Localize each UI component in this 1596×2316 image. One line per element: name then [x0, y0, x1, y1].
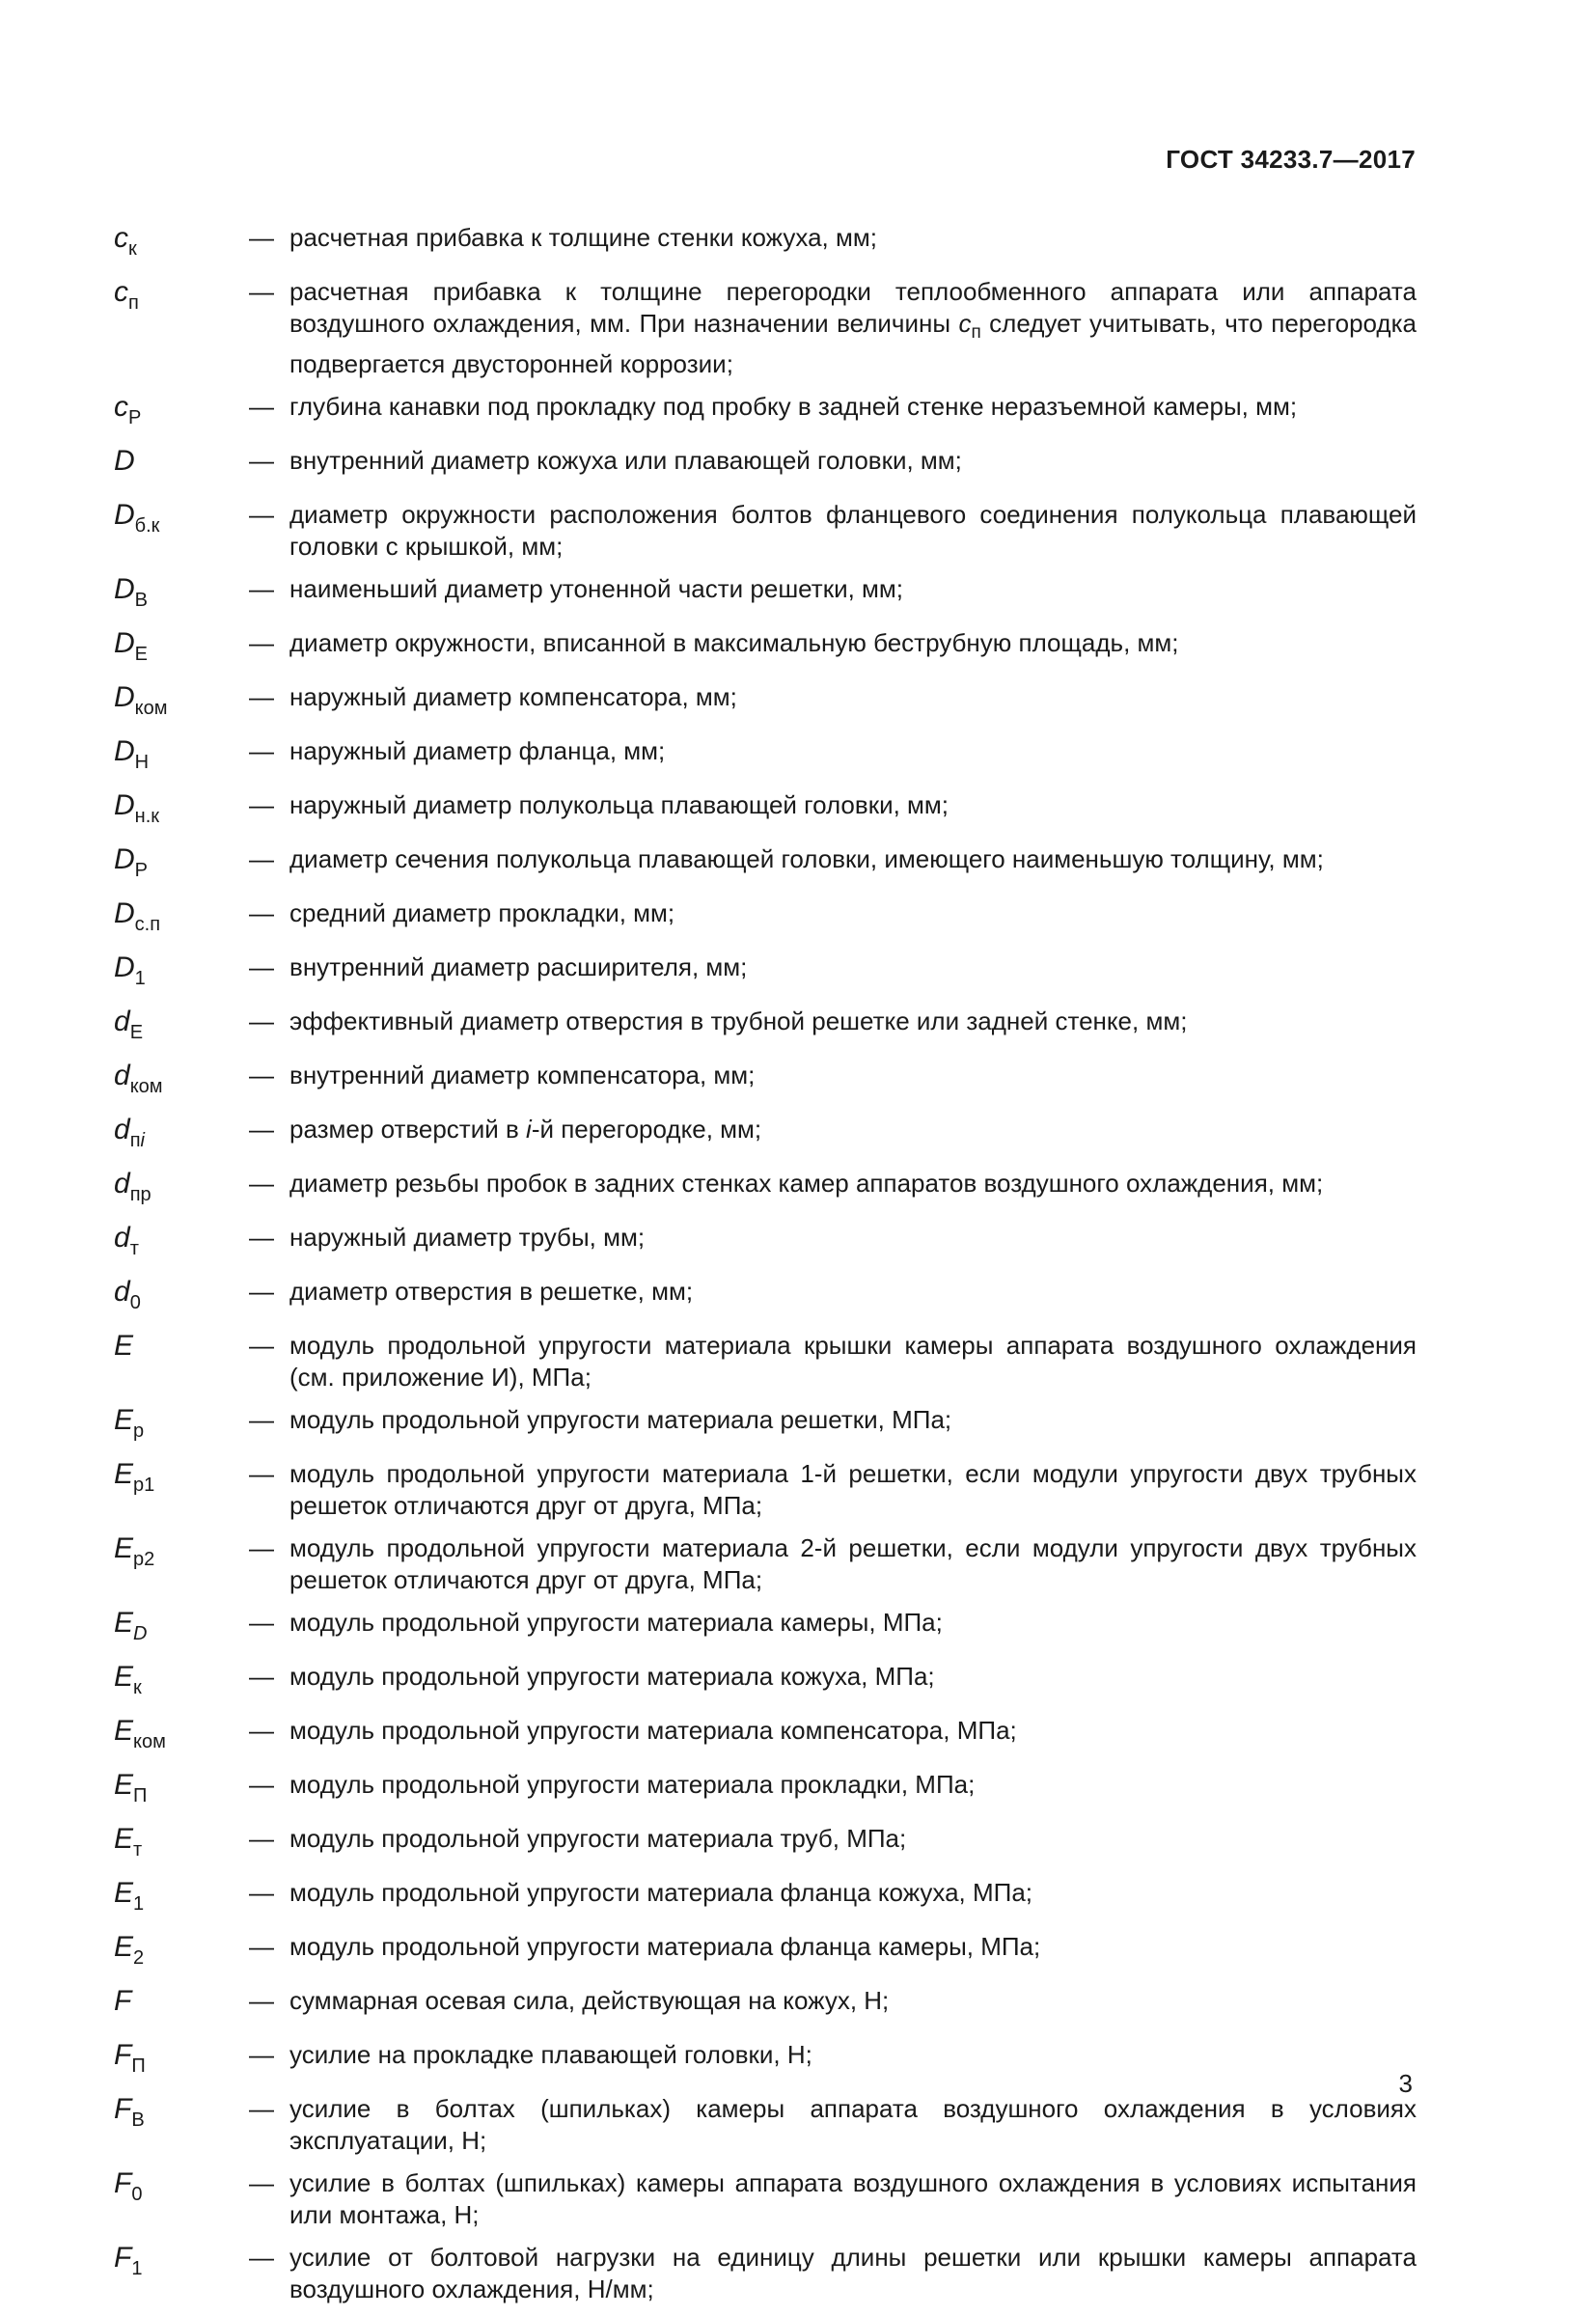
dash: —: [249, 1223, 274, 1252]
symbol: [114, 1931, 249, 1974]
symbol-description: суммарная осевая сила, действующая на кожух, Н;: [289, 1986, 890, 2015]
symbol-base: E: [114, 1661, 134, 1693]
symbol-base: D: [114, 445, 135, 477]
symbol-description: средний диаметр прокладки, мм;: [289, 898, 675, 927]
symbol-subscript: н.к: [134, 806, 160, 827]
symbol-description: расчетная прибавка к толщине стенки кожуха, мм;: [289, 223, 877, 252]
symbol-description: модуль продольной упругости материала фланца камеры, МПа;: [289, 1932, 1041, 1961]
symbol-subscript: пр: [129, 1184, 151, 1205]
dash: —: [249, 2243, 274, 2272]
symbol-subscript: П: [133, 1785, 148, 1806]
dash: —: [249, 628, 274, 657]
symbol-base: c: [114, 276, 128, 308]
symbol: [114, 843, 249, 887]
symbol: [114, 2167, 249, 2231]
symbol-row: [114, 1607, 1417, 1650]
symbol-base: E: [114, 1715, 134, 1747]
symbol-base: d: [114, 1114, 130, 1145]
symbol-row: [114, 1715, 1417, 1758]
symbol-description: наружный диаметр компенсатора, мм;: [289, 682, 737, 711]
symbol-row: [114, 897, 1417, 941]
symbol-base: d: [114, 1006, 130, 1037]
symbol-base: E: [114, 1877, 134, 1909]
dash: —: [249, 1169, 274, 1198]
symbol-base: D: [114, 499, 135, 531]
symbol: [114, 2039, 249, 2082]
symbol-description: модуль продольной упругости материала решетки, МПа;: [289, 1405, 952, 1434]
inline-symbol: c: [958, 309, 972, 338]
symbol-base: c: [114, 222, 128, 254]
symbol-subscript: к: [128, 238, 137, 260]
dash: —: [249, 952, 274, 981]
symbol: [114, 681, 249, 725]
symbol: [114, 222, 249, 265]
dash: —: [249, 1824, 274, 1853]
symbol-subscript: п: [128, 292, 139, 314]
inline-symbol: i: [526, 1115, 532, 1144]
dash: —: [249, 1277, 274, 1306]
symbol: [114, 1114, 249, 1157]
symbol-description: наружный диаметр трубы, мм;: [289, 1223, 646, 1252]
symbol-base: E: [114, 1823, 134, 1855]
dash: —: [249, 1662, 274, 1691]
symbol-subscript: р1: [133, 1475, 155, 1496]
symbol-row: [114, 1060, 1417, 1103]
symbol: [114, 1330, 249, 1393]
symbol-base: E: [114, 1458, 134, 1490]
symbol-base: D: [114, 627, 135, 659]
symbol-row: [114, 1276, 1417, 1319]
symbol-description: модуль продольной упругости материала прокладки, МПа;: [289, 1770, 976, 1799]
symbol-subscript: П: [131, 2055, 146, 2077]
symbol: [114, 1823, 249, 1866]
symbol-description: модуль продольной упругости материала фланца кожуха, МПа;: [289, 1878, 1033, 1907]
dash: —: [249, 446, 274, 475]
symbol-row: [114, 1661, 1417, 1704]
symbol: [114, 573, 249, 617]
symbol: [114, 276, 249, 380]
symbol: [114, 391, 249, 434]
dash: —: [249, 574, 274, 603]
dash: —: [249, 1716, 274, 1745]
dash: —: [249, 1331, 274, 1360]
symbol-base: D: [114, 897, 135, 929]
symbol-description: модуль продольной упругости материала камеры, МПа;: [289, 1608, 943, 1637]
symbol-row: [114, 1823, 1417, 1866]
symbol: [114, 1006, 249, 1049]
symbol: [114, 1769, 249, 1812]
symbol-subscript: 1: [134, 968, 146, 989]
symbol-row: [114, 573, 1417, 617]
symbol-description: модуль продольной упругости материала кожуха, МПа;: [289, 1662, 935, 1691]
symbol-base: D: [114, 789, 135, 821]
symbol-base: d: [114, 1222, 130, 1254]
symbol-subscript: Р: [134, 860, 149, 881]
symbol-row: [114, 222, 1417, 265]
dash: —: [249, 1115, 274, 1144]
symbol-row: [114, 627, 1417, 671]
symbol-description: диаметр отверстия в решетке, мм;: [289, 1277, 694, 1306]
symbol-subscript: ком: [134, 698, 168, 719]
symbol-row: [114, 1532, 1417, 1596]
symbol-row: [114, 1769, 1417, 1812]
symbol-subscript: ком: [133, 1731, 166, 1752]
symbol-subscript: р: [133, 1420, 145, 1442]
symbol-base: F: [114, 2167, 132, 2199]
dash: —: [249, 1878, 274, 1907]
symbol-row: [114, 1985, 1417, 2028]
symbol: [114, 1715, 249, 1758]
symbol-description: диаметр сечения полукольца плавающей головки, имеющего наименьшую толщину, мм;: [289, 844, 1324, 873]
dash: —: [249, 1405, 274, 1434]
symbol-subscript: 0: [131, 2184, 143, 2205]
symbol-subscript: Р: [128, 407, 142, 428]
symbol-base: E: [114, 1532, 134, 1564]
symbol-description: модуль продольной упругости материала 1-й решетки, если модули упругости двух трубных решеток отличаются друг от друга, МПа;: [289, 1459, 1417, 1520]
symbol-row: [114, 1168, 1417, 1211]
symbol-description: эффективный диаметр отверстия в трубной решетке или задней стенке, мм;: [289, 1006, 1188, 1035]
symbol-description: модуль продольной упругости материала 2-й решетки, если модули упругости двух трубных решеток отличаются друг от друга, МПа;: [289, 1533, 1417, 1594]
dash: —: [249, 277, 274, 306]
dash: —: [249, 1533, 274, 1562]
inline-subscript: п: [971, 322, 981, 343]
dash: —: [249, 1986, 274, 2015]
symbol-subscript: 0: [129, 1292, 141, 1313]
symbol-base: c: [114, 391, 128, 423]
symbol-base: F: [114, 2039, 132, 2071]
symbol-description: размер отверстий в i-й перегородке, мм;: [289, 1115, 762, 1144]
symbol: [114, 1060, 249, 1103]
symbol-subscript: В: [134, 590, 149, 611]
symbol: [114, 951, 249, 995]
symbol: [114, 735, 249, 779]
symbol: [114, 789, 249, 833]
symbol-description: диаметр окружности расположения болтов фланцевого соединения полукольца плавающей головки с крышкой, мм;: [289, 500, 1417, 561]
symbol-subscript: 1: [131, 2258, 143, 2279]
symbol-base: D: [114, 843, 135, 875]
symbol-row: [114, 2093, 1417, 2157]
symbol-subscript: Е: [129, 1022, 144, 1043]
symbol-row: [114, 276, 1417, 380]
symbol-row: [114, 445, 1417, 488]
dash: —: [249, 736, 274, 765]
symbol-subscript: В: [131, 2109, 145, 2131]
symbol-base: E: [114, 1404, 134, 1436]
dash: —: [249, 1006, 274, 1035]
symbol-row: [114, 2167, 1417, 2231]
symbol-description: наружный диаметр полукольца плавающей головки, мм;: [289, 790, 949, 819]
document-header: ГОСТ 34233.7—2017: [1166, 145, 1416, 174]
symbol-base: D: [114, 951, 135, 983]
symbol-base: d: [114, 1168, 130, 1199]
symbol-row: [114, 951, 1417, 995]
symbol-subscript: D: [133, 1623, 148, 1644]
symbol-row: [114, 391, 1417, 434]
symbol: [114, 1877, 249, 1920]
symbol: [114, 1985, 249, 2028]
symbol-description: усилие на прокладке плавающей головки, Н;: [289, 2040, 812, 2069]
dash: —: [249, 1770, 274, 1799]
symbol-description: расчетная прибавка к толщине перегородки теплообменного аппарата или аппарата воздушного охлаждения, мм. При назначении величины $c_п$ следует учитывать, что перегородка подвергается двусторонней коррозии;: [289, 277, 1417, 378]
symbol-subscript: с.п: [134, 914, 161, 935]
symbol: [114, 1222, 249, 1265]
symbol: [114, 1404, 249, 1448]
symbol: [114, 1458, 249, 1522]
symbol-base: F: [114, 2242, 132, 2274]
symbol-base: d: [114, 1060, 130, 1091]
dash: —: [249, 392, 274, 421]
symbol-description: наружный диаметр фланца, мм;: [289, 736, 666, 765]
symbol: [114, 445, 249, 488]
symbol-description: диаметр окружности, вписанной в максимальную беструбную площадь, мм;: [289, 628, 1179, 657]
symbol-subscript: пi: [129, 1130, 145, 1151]
dash: —: [249, 1061, 274, 1089]
dash: —: [249, 2168, 274, 2197]
symbol-base: E: [114, 1931, 134, 1963]
symbol-base: F: [114, 2093, 132, 2125]
symbol-base: E: [114, 1330, 134, 1362]
symbol-description: глубина канавки под прокладку под пробку в задней стенке неразъемной камеры, мм;: [289, 392, 1298, 421]
symbol-description: модуль продольной упругости материала крышки камеры аппарата воздушного охлаждения (см. приложение И), МПа;: [289, 1331, 1417, 1392]
symbol-description: внутренний диаметр кожуха или плавающей головки, мм;: [289, 446, 962, 475]
symbol-subscript: к: [133, 1677, 142, 1698]
dash: —: [249, 898, 274, 927]
symbol: [114, 1532, 249, 1596]
symbol-base: d: [114, 1276, 130, 1308]
symbol: [114, 1661, 249, 1704]
symbol-description: наименьший диаметр утоненной части решетки, мм;: [289, 574, 904, 603]
symbol-subscript: Е: [134, 644, 149, 665]
symbol-row: [114, 1222, 1417, 1265]
symbol-list: [114, 222, 1417, 2316]
symbol-subscript: р2: [133, 1549, 155, 1570]
symbol: [114, 627, 249, 671]
symbol-description: диаметр резьбы пробок в задних стенках камер аппаратов воздушного охлаждения, мм;: [289, 1169, 1324, 1198]
symbol-subscript: 1: [133, 1893, 145, 1915]
dash: —: [249, 223, 274, 252]
symbol: [114, 2093, 249, 2157]
symbol-base: E: [114, 1769, 134, 1801]
symbol-base: E: [114, 1607, 134, 1639]
symbol-subscript: б.к: [134, 515, 160, 537]
dash: —: [249, 1932, 274, 1961]
symbol-row: [114, 843, 1417, 887]
symbol-subscript: Н: [134, 752, 150, 773]
symbol-row: [114, 1006, 1417, 1049]
symbol: [114, 499, 249, 563]
symbol-subscript: ком: [129, 1076, 163, 1097]
dash: —: [249, 1608, 274, 1637]
symbol-base: D: [114, 735, 135, 767]
symbol-base: D: [114, 573, 135, 605]
dash: —: [249, 1459, 274, 1488]
symbol-row: [114, 2242, 1417, 2305]
symbol-row: [114, 2039, 1417, 2082]
symbol: [114, 897, 249, 941]
dash: —: [249, 682, 274, 711]
symbol-description: усилие от болтовой нагрузки на единицу длины решетки или крышки камеры аппарата воздушного охлаждения, Н/мм;: [289, 2243, 1417, 2303]
symbol: [114, 1607, 249, 1650]
symbol-description: внутренний диаметр компенсатора, мм;: [289, 1061, 756, 1089]
symbol-row: [114, 499, 1417, 563]
symbol: [114, 1168, 249, 1211]
dash: —: [249, 2094, 274, 2123]
symbol-subscript: 2: [133, 1947, 145, 1969]
symbol-description: модуль продольной упругости материала компенсатора, МПа;: [289, 1716, 1017, 1745]
symbol: [114, 1276, 249, 1319]
dash: —: [249, 500, 274, 529]
symbol: [114, 2242, 249, 2305]
symbol-description: усилие в болтах (шпильках) камеры аппарата воздушного охлаждения в условиях испытания или монтажа, Н;: [289, 2168, 1417, 2229]
symbol-row: [114, 1877, 1417, 1920]
symbol-row: [114, 681, 1417, 725]
symbol-subscript: т: [129, 1238, 139, 1259]
symbol-subscript: т: [133, 1839, 143, 1861]
dash: —: [249, 790, 274, 819]
symbol-description: модуль продольной упругости материала труб, МПа;: [289, 1824, 907, 1853]
symbol-description: усилие в болтах (шпильках) камеры аппарата воздушного охлаждения в условиях эксплуатации, Н;: [289, 2094, 1417, 2155]
symbol-base: D: [114, 681, 135, 713]
page-number: 3: [1398, 2069, 1413, 2098]
symbol-row: [114, 789, 1417, 833]
symbol-row: [114, 1404, 1417, 1448]
symbol-row: [114, 1931, 1417, 1974]
symbol-row: [114, 1330, 1417, 1393]
dash: —: [249, 2040, 274, 2069]
symbol-row: [114, 1114, 1417, 1157]
symbol-description: внутренний диаметр расширителя, мм;: [289, 952, 748, 981]
symbol-base: F: [114, 1985, 132, 2017]
dash: —: [249, 844, 274, 873]
symbol-row: [114, 735, 1417, 779]
symbol-row: [114, 1458, 1417, 1522]
